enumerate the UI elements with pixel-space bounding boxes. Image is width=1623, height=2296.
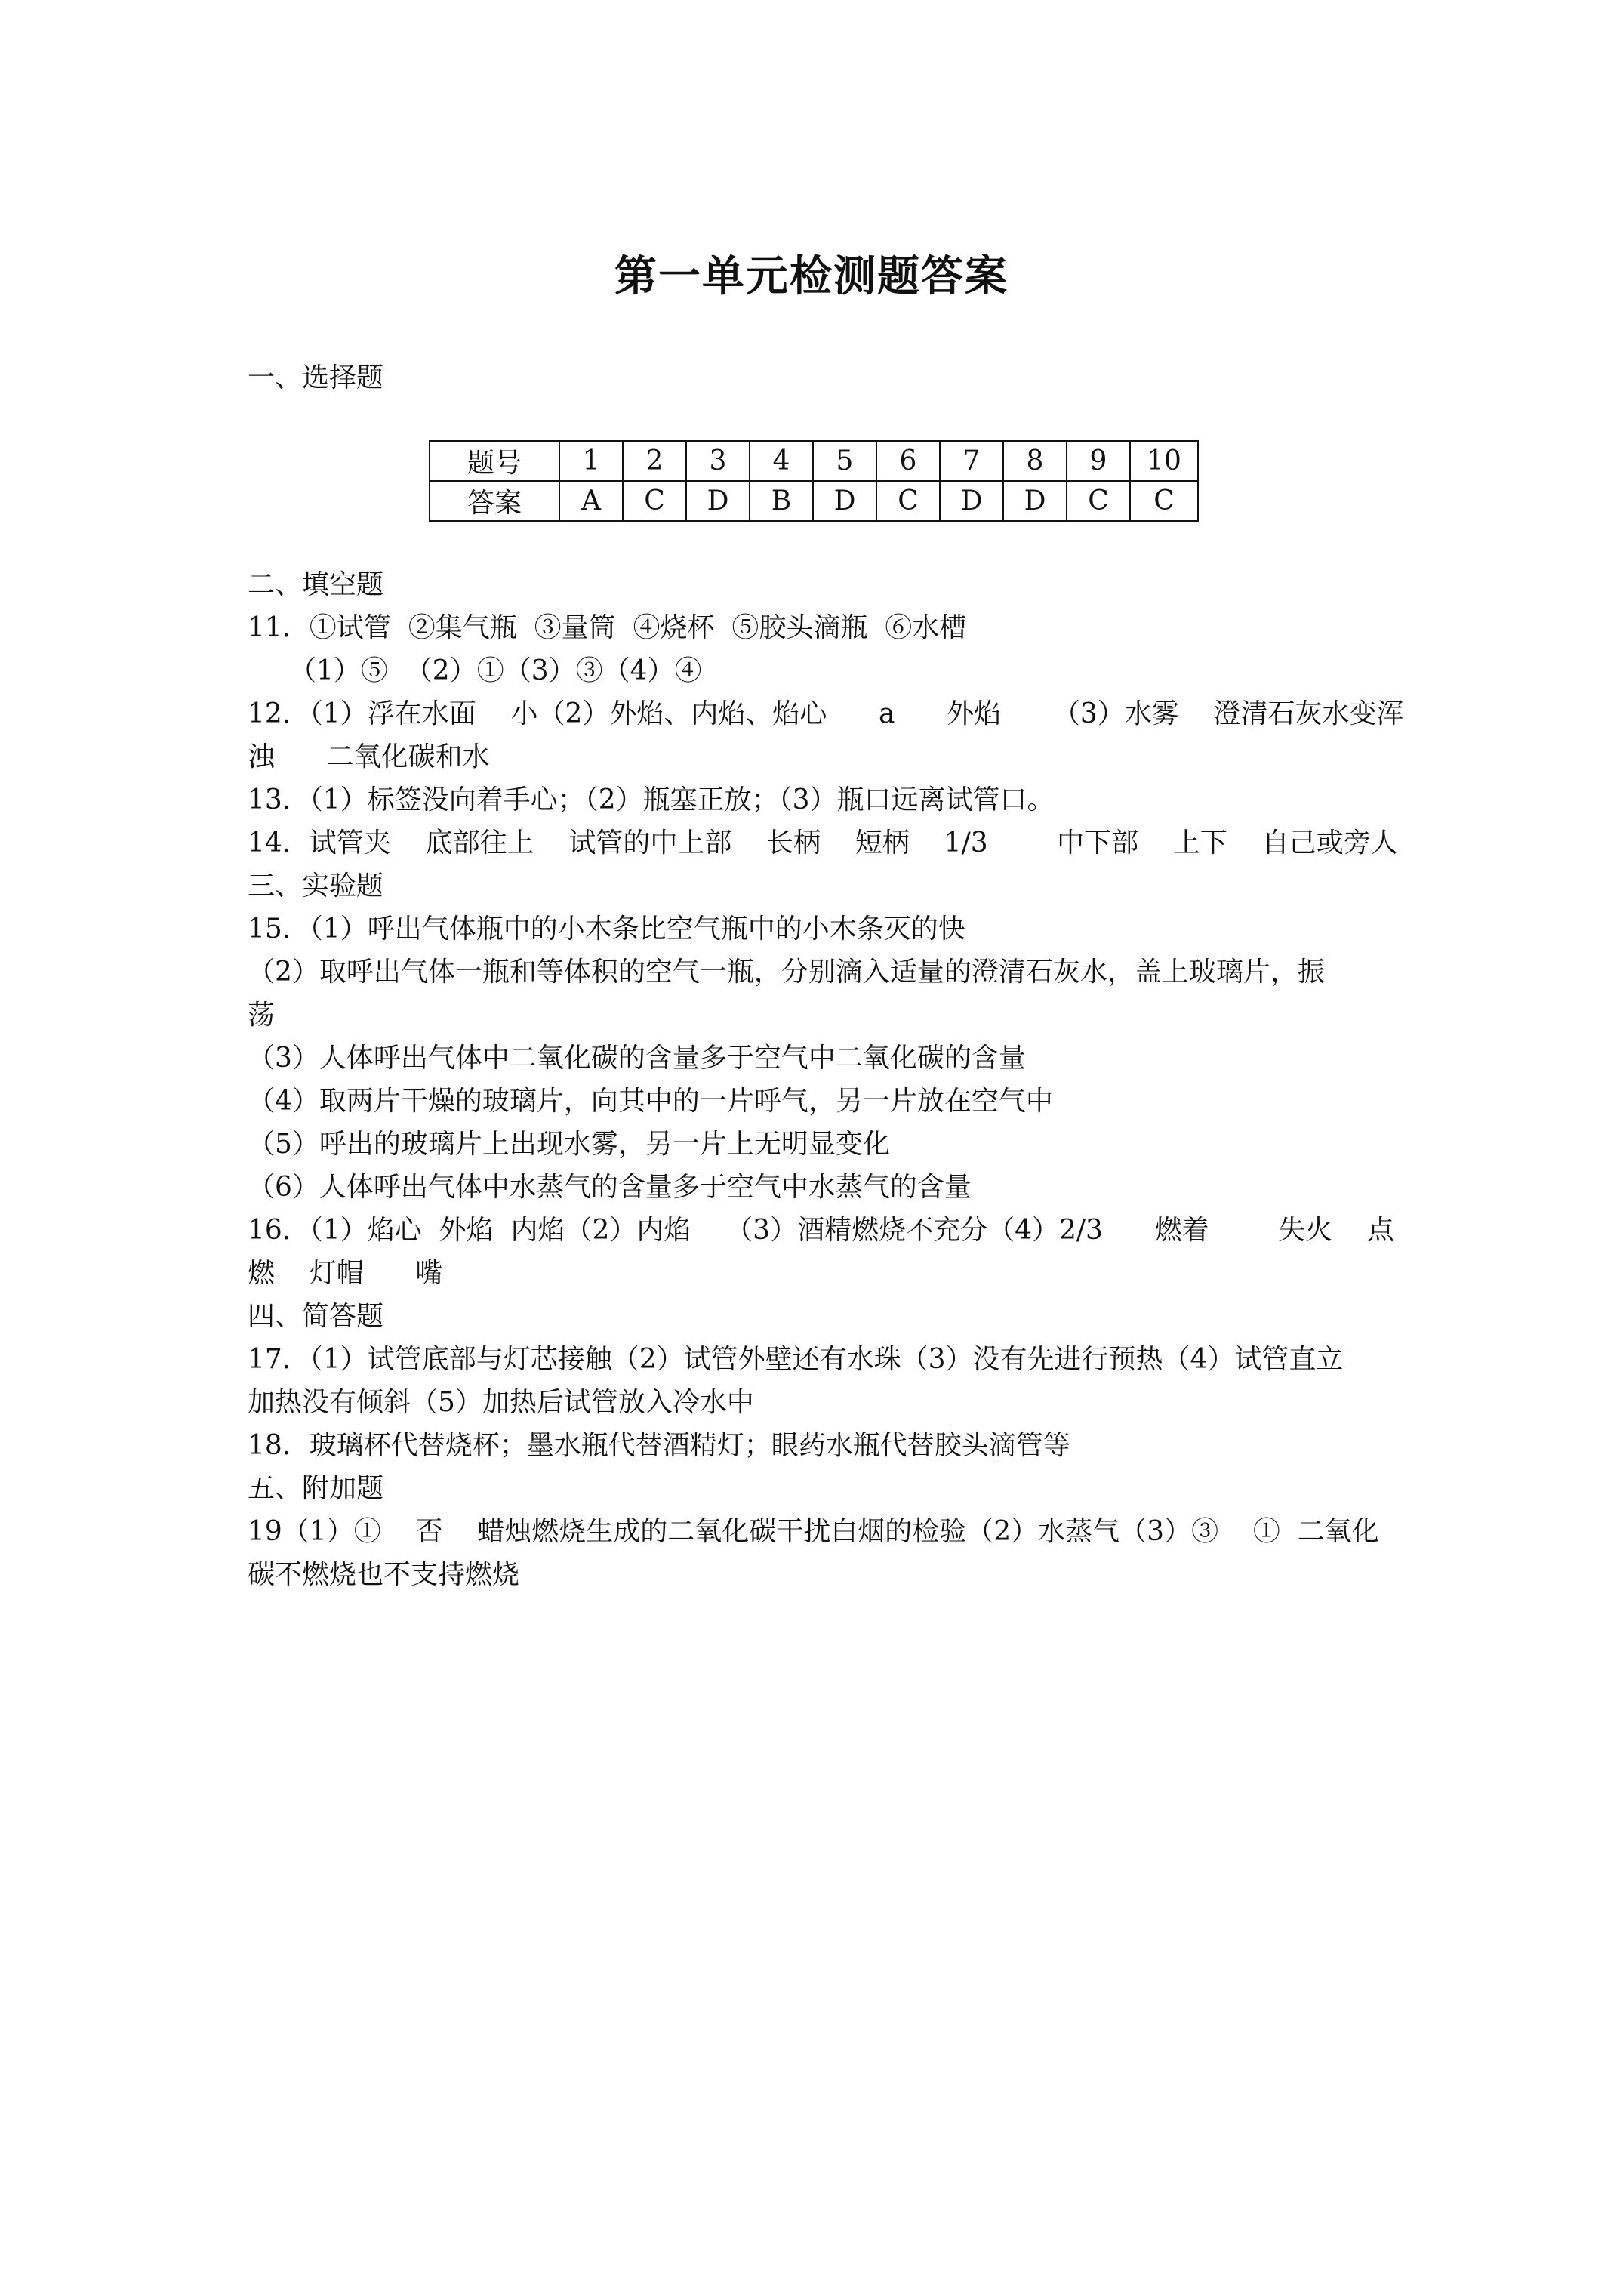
table-cell: C xyxy=(1130,481,1198,521)
answer-line: （6）人体呼出气体中水蒸气的含量多于空气中水蒸气的含量 xyxy=(248,1172,972,1203)
answer-line: 12．（1）浮在水面 小（2）外焰、内焰、焰心 a 外焰 （3）水雾 澄清石灰水变浑 xyxy=(248,698,1404,729)
section-heading-experiment: 三、实验题 xyxy=(248,871,384,901)
answer-line: 碳不燃烧也不支持燃烧 xyxy=(248,1559,520,1590)
answer-body xyxy=(248,563,1410,1596)
table-cell: 5 xyxy=(813,441,876,481)
section-heading-choice: 一、选择题 xyxy=(248,362,384,393)
section-heading-bonus: 五、附加题 xyxy=(248,1473,384,1504)
document-title: 第一单元检测题答案 xyxy=(614,251,1009,301)
answer-line: 17．（1）试管底部与灯芯接触（2）试管外壁还有水珠（3）没有先进行预热（4）试管直立 xyxy=(248,1344,1344,1375)
answer-line: （2）取呼出气体一瓶和等体积的空气一瓶，分别滴入适量的澄清石灰水，盖上玻璃片，振 xyxy=(248,957,1325,988)
answer-line: 荡 xyxy=(248,1000,276,1031)
table-cell: 8 xyxy=(1003,441,1067,481)
section-heading-short-answer: 四、简答题 xyxy=(248,1301,384,1332)
answer-line: （5）呼出的玻璃片上出现水雾，另一片上无明显变化 xyxy=(248,1129,890,1160)
table-cell: B xyxy=(750,481,813,521)
answer-table xyxy=(429,440,1199,522)
table-cell: A xyxy=(559,481,623,521)
table-cell: D xyxy=(813,481,876,521)
answer-line: 18．玻璃杯代替烧杯；墨水瓶代替酒精灯；眼药水瓶代替胶头滴管等 xyxy=(248,1430,1070,1461)
answer-line: （4）取两片干燥的玻璃片，向其中的一片呼气，另一片放在空气中 xyxy=(248,1086,1053,1117)
table-cell: 4 xyxy=(750,441,813,481)
table-header-answer: 答案 xyxy=(430,481,559,521)
table-row-answers xyxy=(430,481,1198,521)
answer-line: 13．（1）标签没向着手心；（2）瓶塞正放；（3）瓶口远离试管口。 xyxy=(248,784,1055,815)
answer-line: 15．（1）呼出气体瓶中的小木条比空气瓶中的小木条灭的快 xyxy=(248,914,965,945)
answer-line: 19（1）① 否 蜡烛燃烧生成的二氧化碳干扰白烟的检验（2）水蒸气（3）③ ① 二氧化 xyxy=(248,1516,1379,1547)
table-cell: 9 xyxy=(1067,441,1130,481)
section-heading-fill-in: 二、填空题 xyxy=(248,569,384,600)
answer-line: （1）⑤ （2）①（3）③（4）④ xyxy=(289,655,702,686)
table-cell: 6 xyxy=(876,441,940,481)
answer-line: 浊 二氧化碳和水 xyxy=(248,741,490,772)
answer-line: 11．①试管 ②集气瓶 ③量筒 ④烧杯 ⑤胶头滴瓶 ⑥水槽 xyxy=(248,612,967,643)
answer-line: 燃 灯帽 嘴 xyxy=(248,1258,443,1289)
answer-line: 16．（1）焰心 外焰 内焰（2）内焰 （3）酒精燃烧不充分（4）2/3 燃着 失火 点 xyxy=(248,1215,1394,1246)
table-cell: D xyxy=(1003,481,1067,521)
table-cell: D xyxy=(940,481,1003,521)
table-cell: C xyxy=(623,481,686,521)
table-cell: 3 xyxy=(686,441,750,481)
table-cell: D xyxy=(686,481,750,521)
table-cell: 2 xyxy=(623,441,686,481)
table-cell: C xyxy=(1067,481,1130,521)
table-cell: 7 xyxy=(940,441,1003,481)
table-row-numbers xyxy=(430,441,1198,481)
answer-line: （3）人体呼出气体中二氧化碳的含量多于空气中二氧化碳的含量 xyxy=(248,1043,1026,1074)
answer-line: 14．试管夹 底部往上 试管的中上部 长柄 短柄 1/3 中下部 上下 自己或旁人 xyxy=(248,827,1398,858)
table-cell: 1 xyxy=(559,441,623,481)
table-header-question-number: 题号 xyxy=(430,441,559,481)
answer-line: 加热没有倾斜（5）加热后试管放入冷水中 xyxy=(248,1387,754,1418)
table-cell: 10 xyxy=(1130,441,1198,481)
table-cell: C xyxy=(876,481,940,521)
